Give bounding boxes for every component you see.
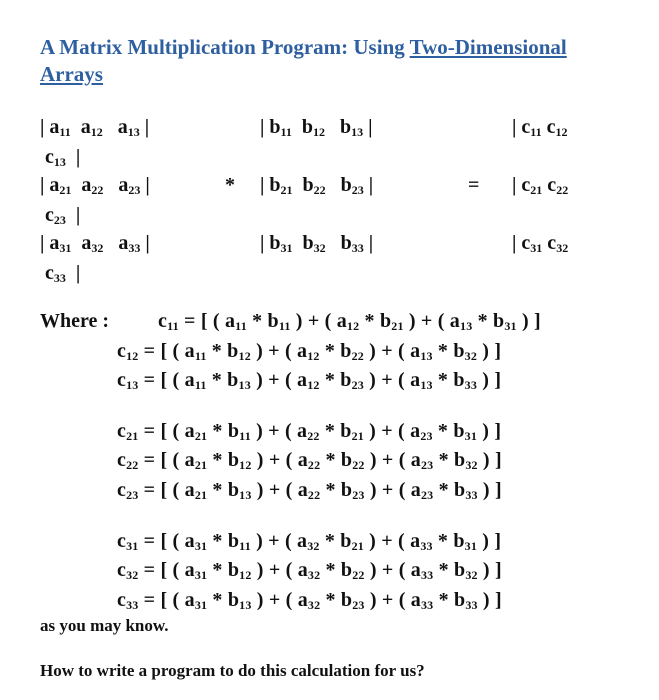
where-label: Where :	[40, 310, 110, 332]
equation-c13: $c_{13}$ = [ ( $a_{11} * b_{13}$ ) + ( $a_{12} * b_{23}$ ) + ( $a_{13} * b_{33}$ ) ]	[117, 369, 502, 392]
multiply-operator: *	[225, 174, 235, 196]
matrix-c-row-3: | $c_{31}$ $c_{32}$	[512, 232, 569, 255]
matrix-a-row-1: | $a_{11}$ $a_{12}$ $a_{13}$ |	[40, 116, 150, 139]
matrix-a-row-2: | $a_{21}$ $a_{22}$ $a_{23}$ |	[40, 174, 150, 197]
equation-c21: $c_{21}$ = [ ( $a_{21} * b_{11}$ ) + ( $a_{22} * b_{21}$ ) + ( $a_{23} * b_{31}$ ) ]	[117, 420, 502, 443]
matrix-b-row-2: | $b_{21}$ $b_{22}$ $b_{23}$ |	[260, 174, 374, 197]
document-title	[40, 34, 620, 88]
closing-text: as you may know.	[40, 616, 169, 635]
equation-c31: $c_{31}$ = [ ( $a_{31} * b_{11}$ ) + ( $a_{32} * b_{21}$ ) + ( $a_{33} * b_{31}$ ) ]	[117, 530, 502, 553]
matrix-c-wrap-1: $c_{13}$ |	[45, 146, 81, 169]
equals-operator: =	[468, 174, 480, 196]
equation-c32: $c_{32}$ = [ ( $a_{31} * b_{12}$ ) + ( $a_{32} * b_{22}$ ) + ( $a_{33} * b_{32}$ ) ]	[117, 559, 502, 582]
equation-c22: $c_{22}$ = [ ( $a_{21} * b_{12}$ ) + ( $a_{22} * b_{22}$ ) + ( $a_{23} * b_{32}$ ) ]	[117, 449, 502, 472]
equation-c23: $c_{23}$ = [ ( $a_{21} * b_{13}$ ) + ( $a_{22} * b_{23}$ ) + ( $a_{23} * b_{33}$ ) ]	[117, 479, 502, 502]
title-text: A Matrix Multiplication Program: Using	[40, 35, 410, 59]
equation-c12: $c_{12}$ = [ ( $a_{11} * b_{12}$ ) + ( $a_{12} * b_{22}$ ) + ( $a_{13} * b_{32}$ ) ]	[117, 340, 502, 363]
equation-c11: $c_{11}$ = [ ( $a_{11} * b_{11}$ ) + ( $a_{12} * b_{21}$ ) + ( $a_{13} * b_{31}$ ) ]	[158, 310, 541, 333]
matrix-c-wrap-2: $c_{23}$ |	[45, 204, 81, 227]
equation-c33: $c_{33}$ = [ ( $a_{31} * b_{13}$ ) + ( $a_{32} * b_{23}$ ) + ( $a_{33} * b_{33}$ ) ]	[117, 589, 502, 612]
matrix-b-row-3: | $b_{31}$ $b_{32}$ $b_{33}$ |	[260, 232, 374, 255]
matrix-a-row-3: | $a_{31}$ $a_{32}$ $a_{33}$ |	[40, 232, 150, 255]
question-text: How to write a program to do this calculation for us?	[40, 661, 425, 680]
matrix-c-wrap-3: $c_{33}$ |	[45, 262, 81, 285]
matrix-c-row-2: | $c_{21}$ $c_{22}$	[512, 174, 569, 197]
title-link[interactable]: Two-Dimensional Arrays	[40, 35, 567, 86]
matrix-c-row-1: | $c_{11}$ $c_{12}$	[512, 116, 568, 139]
matrix-b-row-1: | $b_{11}$ $b_{12}$ $b_{13}$ |	[260, 116, 373, 139]
